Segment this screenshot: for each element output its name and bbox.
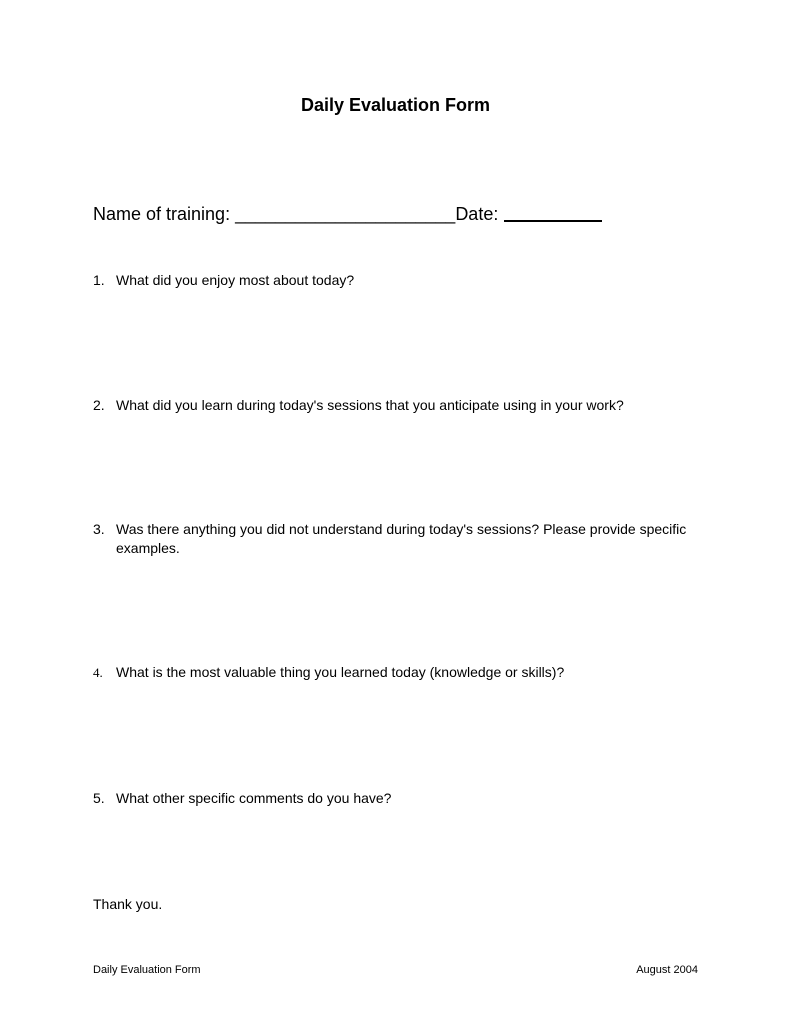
training-info-row (93, 203, 602, 225)
question-text: What did you learn during today's sessions that you anticipate using in your work? (116, 397, 624, 413)
question-number: 2. (93, 397, 105, 413)
footer-title: Daily Evaluation Form (93, 964, 201, 976)
name-of-training-label: Name of training: ______________________ (93, 204, 456, 224)
question-number: 4. (93, 665, 103, 680)
question-number: 5. (93, 790, 105, 806)
page-title: Daily Evaluation Form (300, 95, 491, 115)
question-text: What is the most valuable thing you learned today (knowledge or skills)? (116, 664, 565, 680)
question-2 (93, 396, 713, 415)
question-5 (93, 789, 713, 808)
question-number: 1. (93, 272, 105, 288)
closing-text: Thank you. (93, 896, 163, 912)
question-1 (93, 271, 713, 290)
question-text: Was there anything you did not understand during today's sessions? Please provide specific examples. (116, 521, 687, 556)
question-text: What other specific comments do you have? (116, 790, 392, 806)
question-text: What did you enjoy most about today? (116, 272, 355, 288)
question-number: 3. (93, 521, 105, 537)
date-blank-line (504, 204, 602, 222)
date-label: Date: (455, 204, 499, 224)
question-3 (93, 520, 713, 558)
footer-date: August 2004 (636, 964, 698, 976)
question-4 (93, 663, 713, 682)
